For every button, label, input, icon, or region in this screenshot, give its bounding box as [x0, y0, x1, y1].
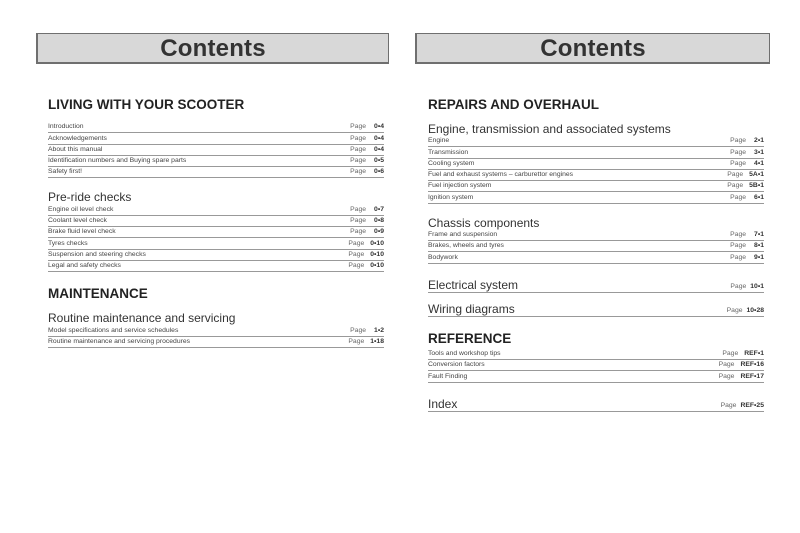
page-label: Page	[350, 326, 366, 334]
toc-entry-wiring[interactable]: Wiring diagrams Page 10•28	[428, 301, 764, 316]
page-number: 0•4	[374, 134, 384, 142]
entry-label: Fault Finding	[428, 372, 468, 380]
toc-entry[interactable]	[48, 261, 384, 272]
entry-label: Brake fluid level check	[48, 228, 116, 236]
toc-entry[interactable]	[428, 241, 764, 252]
toc-entry[interactable]	[428, 159, 764, 170]
page-label: Page	[348, 239, 365, 247]
page-number: 1•2	[374, 326, 384, 334]
entry-label: Engine	[428, 137, 450, 145]
toc-entry[interactable]	[48, 325, 384, 336]
page-number: REF•1	[744, 349, 764, 357]
toc-entry[interactable]	[428, 230, 764, 241]
page-label: Page	[350, 157, 366, 165]
toc-entry[interactable]	[428, 252, 764, 263]
page-label: Page	[350, 123, 366, 131]
page-number: 0•10	[370, 239, 384, 247]
page-number: 0•9	[374, 228, 384, 236]
entry-label: Introduction	[48, 123, 84, 131]
toc-entry[interactable]	[428, 170, 764, 181]
toc-entry[interactable]	[48, 122, 384, 133]
page-label: Page	[350, 217, 366, 225]
section-title: REPAIRS AND OVERHAUL	[428, 97, 600, 112]
entry-label: Conversion factors	[428, 361, 485, 369]
page-number: 2•1	[754, 137, 764, 145]
page-label: Page	[730, 253, 746, 261]
section-title: REFERENCE	[428, 330, 512, 346]
entry-label: Legal and safety checks	[48, 262, 121, 270]
page-number: REF•17	[740, 372, 764, 380]
entry-label: Bodywork	[428, 253, 458, 261]
page-label: Page	[730, 193, 746, 201]
toc-list	[428, 349, 764, 383]
toc-entry[interactable]	[428, 349, 764, 360]
page-label: Page	[730, 242, 746, 250]
toc-entry[interactable]	[48, 133, 384, 144]
page-label: Page	[348, 337, 365, 345]
page-number: 6•1	[754, 193, 764, 201]
subsection-title: Routine maintenance and servicing	[48, 311, 236, 326]
page-number: 3•1	[754, 148, 764, 156]
toc-list	[48, 325, 384, 348]
page-number: 0•4	[374, 145, 384, 153]
right-page	[400, 0, 800, 533]
page-label: Page	[727, 171, 744, 179]
page-number: 7•1	[754, 231, 764, 239]
page-label: Page	[350, 134, 366, 142]
entry-label: Identification numbers and Buying spare parts	[48, 157, 187, 165]
toc-entry[interactable]	[48, 145, 384, 156]
page-label: Page	[350, 205, 366, 213]
entry-label: Tyres checks	[48, 239, 88, 247]
page-number: 0•10	[370, 262, 384, 270]
section-title: MAINTENANCE	[48, 286, 148, 302]
contents-header	[415, 33, 770, 64]
page-number: 5B•1	[749, 182, 764, 190]
toc-entry-index[interactable]: Index Page REF•25	[428, 396, 764, 411]
page-number: 0•4	[374, 123, 384, 131]
entry-label: Acknowledgements	[48, 134, 107, 142]
page-label: Page	[730, 137, 746, 145]
toc-entry[interactable]	[48, 238, 384, 249]
page-label: Page	[730, 148, 746, 156]
toc-entry[interactable]	[48, 156, 384, 167]
left-toc	[48, 95, 384, 348]
page-label: Page	[350, 168, 366, 176]
toc-entry[interactable]	[428, 371, 764, 382]
entry-label: Model specifications and service schedules	[48, 326, 179, 334]
page-label: Page	[350, 228, 366, 236]
entry-label: Routine maintenance and servicing procedures	[48, 337, 191, 345]
toc-list	[48, 122, 384, 178]
toc-list	[428, 230, 764, 264]
entry-label: Tools and workshop tips	[428, 349, 501, 357]
toc-entry[interactable]	[428, 181, 764, 192]
page-label: Page	[718, 361, 735, 369]
entry-label: Cooling system	[428, 159, 475, 167]
page-number: 1•18	[370, 337, 384, 345]
toc-entry[interactable]	[48, 216, 384, 227]
toc-entry[interactable]	[48, 204, 384, 215]
page-label: Page	[727, 182, 744, 190]
toc-entry[interactable]	[48, 227, 384, 238]
entry-label: Safety first!	[48, 168, 82, 176]
contents-header	[36, 33, 389, 64]
toc-entry[interactable]	[48, 167, 384, 178]
toc-entry[interactable]	[428, 192, 764, 203]
subsection-title: Pre-ride checks	[48, 190, 132, 205]
toc-entry[interactable]	[48, 250, 384, 261]
entry-label: Suspension and steering checks	[48, 250, 146, 258]
page-number: 0•6	[374, 168, 384, 176]
toc-entry[interactable]	[428, 136, 764, 147]
entry-label: About this manual	[48, 145, 103, 153]
right-toc	[428, 95, 764, 412]
page-label: Page	[722, 349, 739, 357]
page-label: Page	[350, 145, 366, 153]
entry-label: Brakes, wheels and tyres	[428, 242, 504, 250]
toc-entry-electrical[interactable]: Electrical system Page 10•1	[428, 277, 764, 292]
page-number: 0•8	[374, 217, 384, 225]
page-label: Page	[730, 159, 746, 167]
toc-entry[interactable]	[428, 147, 764, 158]
entry-label: Ignition system	[428, 193, 474, 201]
page-label: Page	[348, 250, 365, 258]
page-label: Page	[730, 231, 746, 239]
subsection-title: Engine, transmission and associated systems	[428, 122, 671, 136]
page-number: 0•5	[374, 157, 384, 165]
entry-label: Frame and suspension	[428, 231, 498, 239]
page-number: 5A•1	[749, 171, 764, 179]
toc-list	[48, 204, 384, 272]
page-label: Page	[718, 372, 735, 380]
page-label: Page	[348, 262, 365, 270]
subsection-title: Chassis components	[428, 215, 540, 230]
page-number: 0•10	[370, 250, 384, 258]
page-number: 9•1	[754, 253, 764, 261]
entry-label: Fuel and exhaust systems – carburettor engines	[428, 171, 574, 179]
entry-label: Fuel injection system	[428, 182, 492, 190]
header-title: Contents	[540, 35, 646, 62]
toc-list	[428, 136, 764, 204]
toc-entry[interactable]	[48, 337, 384, 348]
toc-entry[interactable]	[428, 360, 764, 371]
page-number: 8•1	[754, 242, 764, 250]
page-number: REF•16	[740, 361, 764, 369]
section-title: LIVING WITH YOUR SCOOTER	[48, 97, 245, 112]
page-number: 0•7	[374, 205, 384, 213]
entry-label: Coolant level check	[48, 217, 107, 225]
entry-label: Transmission	[428, 148, 469, 156]
header-title: Contents	[160, 35, 266, 62]
entry-label: Engine oil level check	[48, 205, 114, 213]
page-number: 4•1	[754, 159, 764, 167]
